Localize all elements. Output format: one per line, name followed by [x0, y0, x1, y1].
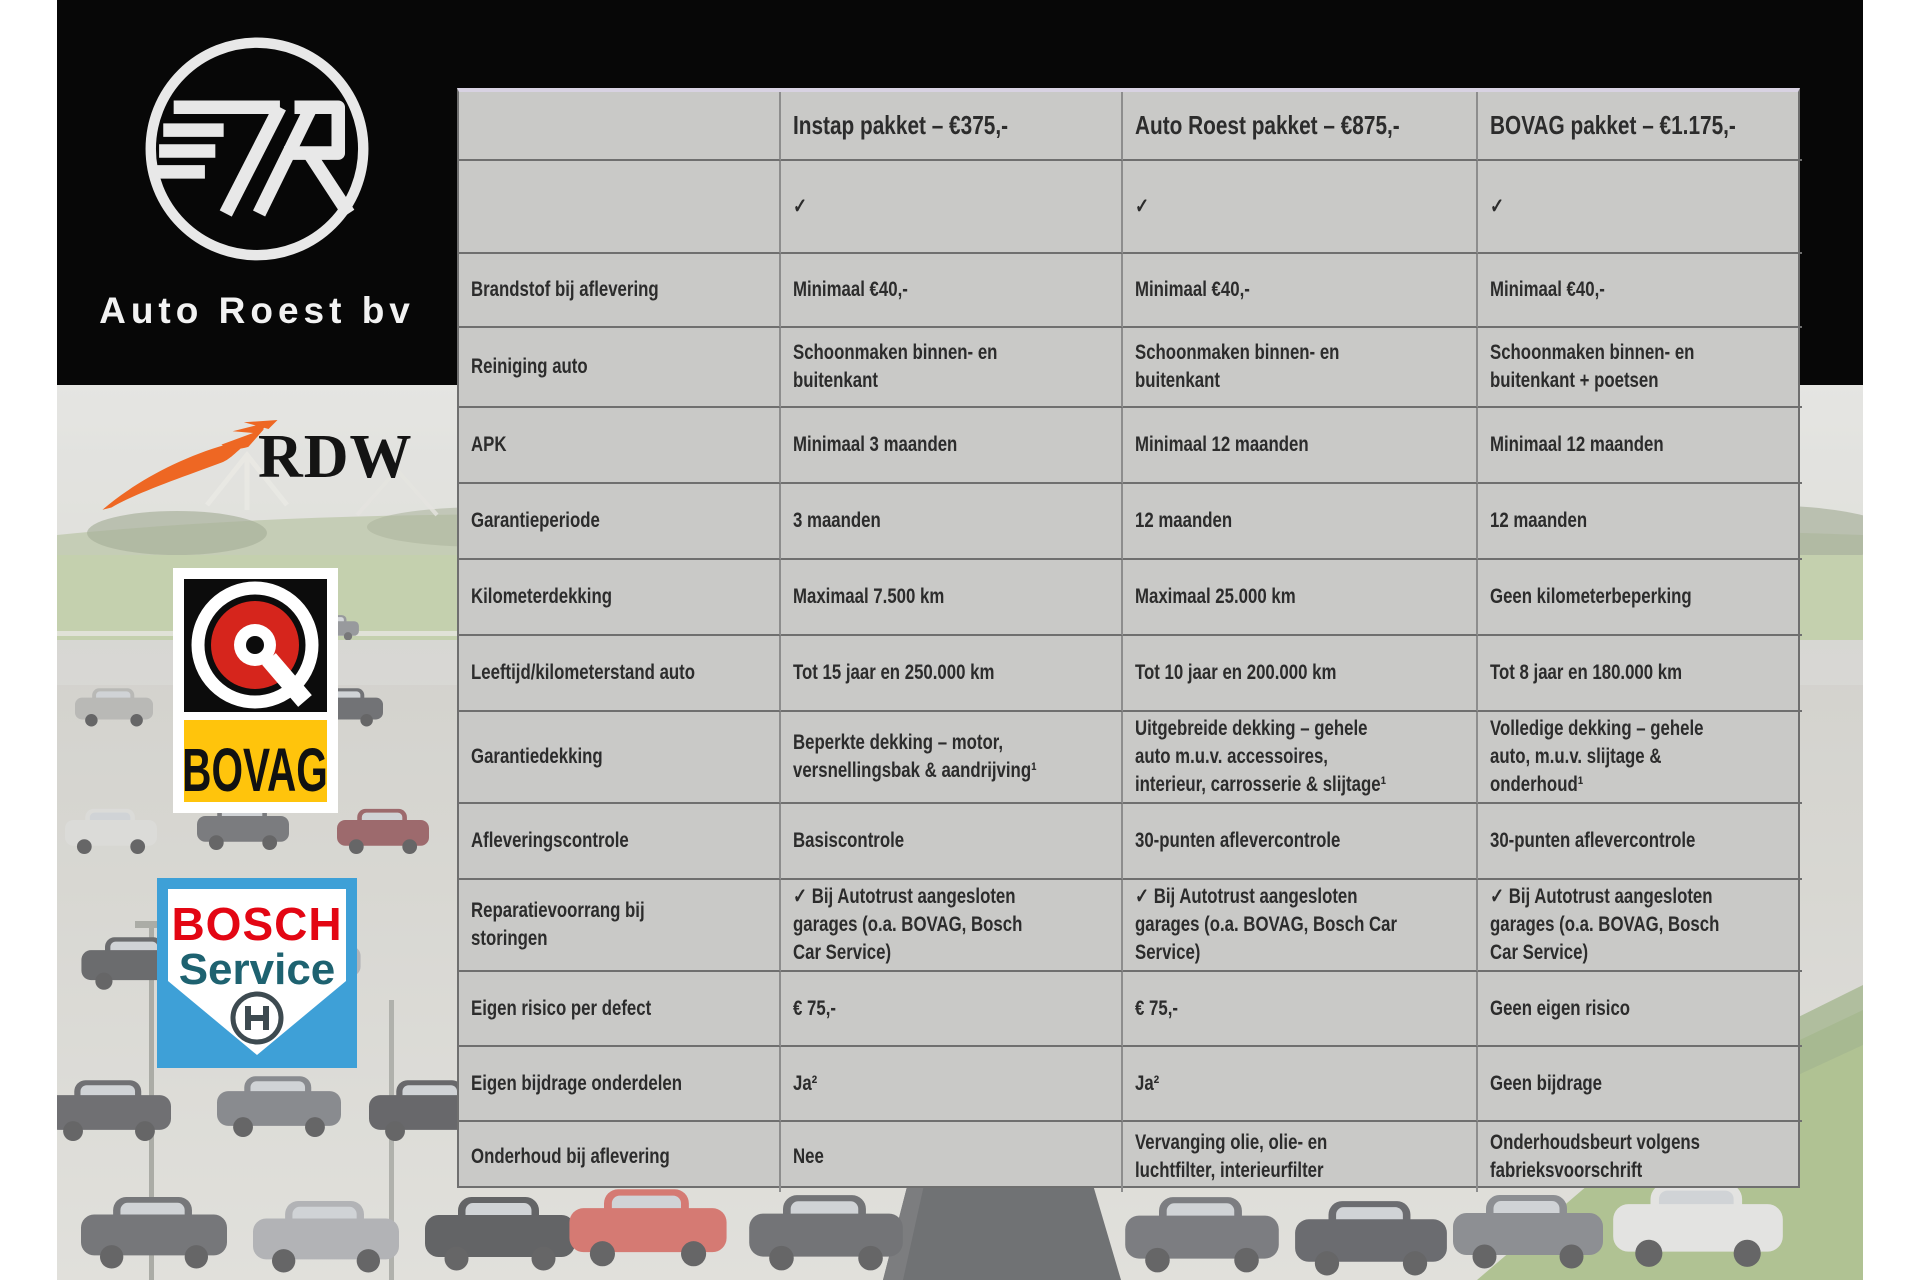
row-label: [459, 161, 781, 254]
rdw-swoosh-icon: [100, 420, 280, 512]
package-cell: Tot 8 jaar en 180.000 km: [1478, 636, 1802, 712]
package-cell: ✓: [1123, 161, 1478, 254]
package-cell: Minimaal €40,-: [1478, 254, 1802, 328]
package-cell: Minimaal 3 maanden: [781, 408, 1123, 484]
row-label: Afleveringscontrole: [459, 804, 781, 880]
package-cell: Vervanging olie, olie- en luchtfilter, interieurfilter: [1123, 1122, 1478, 1192]
package-cell: Schoonmaken binnen- en buitenkant + poetsen: [1478, 328, 1802, 408]
package-cell: Minimaal 12 maanden: [1123, 408, 1478, 484]
package-column-header: Instap pakket – €375,-: [781, 92, 1123, 161]
row-label: Onderhoud bij aflevering: [459, 1122, 781, 1192]
row-label: Reiniging auto: [459, 328, 781, 408]
package-column-header: BOVAG pakket – €1.175,-: [1478, 92, 1802, 161]
package-cell: Schoonmaken binnen- en buitenkant: [781, 328, 1123, 408]
row-label: Brandstof bij aflevering: [459, 254, 781, 328]
auto-roest-logo: [57, 0, 457, 385]
row-label: Leeftijd/kilometerstand auto: [459, 636, 781, 712]
package-cell: € 75,-: [781, 972, 1123, 1047]
package-cell: Minimaal 12 maanden: [1478, 408, 1802, 484]
package-cell: Ja²: [781, 1047, 1123, 1122]
row-label: Eigen bijdrage onderdelen: [459, 1047, 781, 1122]
bosch-label-line2: Service: [178, 945, 336, 994]
package-cell: Minimaal €40,-: [781, 254, 1123, 328]
package-cell: Ja²: [1123, 1047, 1478, 1122]
rdw-label: RDW: [258, 423, 413, 491]
package-cell: € 75,-: [1123, 972, 1478, 1047]
row-label: Reparatievoorrang bij storingen: [459, 880, 781, 972]
package-table: [457, 88, 1800, 1188]
row-label: Kilometerdekking: [459, 560, 781, 636]
package-cell: 12 maanden: [1123, 484, 1478, 560]
row-label: Garantiedekking: [459, 712, 781, 804]
package-cell: ✓ Bij Autotrust aangesloten garages (o.a. BOVAG, Bosch Car Service): [781, 880, 1123, 972]
bovag-emblem-icon: [173, 568, 338, 813]
package-cell: 30-punten aflevercontrole: [1478, 804, 1802, 880]
row-label: Garantieperiode: [459, 484, 781, 560]
package-cell: Maximaal 25.000 km: [1123, 560, 1478, 636]
row-label: Eigen risico per defect: [459, 972, 781, 1047]
package-column-header: Auto Roest pakket – €875,-: [1123, 92, 1478, 161]
package-cell: ✓: [781, 161, 1123, 254]
package-cell: ✓ Bij Autotrust aangesloten garages (o.a. BOVAG, Bosch Car Service): [1478, 880, 1802, 972]
package-cell: Volledige dekking – gehele auto, m.u.v. slijtage & onderhoud¹: [1478, 712, 1802, 804]
bovag-label: BOVAG: [182, 736, 328, 806]
package-cell: ✓: [1478, 161, 1802, 254]
bosch-emblem-icon: [157, 878, 357, 1068]
package-cell: Geen kilometerbeperking: [1478, 560, 1802, 636]
package-cell: Beperkte dekking – motor, versnellingsbak & aandrijving¹: [781, 712, 1123, 804]
package-cell: Tot 10 jaar en 200.000 km: [1123, 636, 1478, 712]
package-cell: 12 maanden: [1478, 484, 1802, 560]
package-cell: Onderhoudsbeurt volgens fabrieksvoorschrift: [1490, 1131, 1701, 1182]
package-cell: 30-punten aflevercontrole: [1123, 804, 1478, 880]
package-cell: Basiscontrole: [781, 804, 1123, 880]
package-cell: Uitgebreide dekking – gehele auto m.u.v. accessoires, interieur, carrosserie & slijtage¹: [1123, 712, 1478, 804]
row-label: APK: [459, 408, 781, 484]
package-cell: 3 maanden: [781, 484, 1123, 560]
package-cell: Nee: [781, 1122, 1123, 1192]
package-cell: Maximaal 7.500 km: [781, 560, 1123, 636]
bosch-logo: [157, 878, 357, 1068]
package-cell: Geen bijdrage: [1478, 1047, 1802, 1122]
package-cell: Geen eigen risico: [1478, 972, 1802, 1047]
row-label-header: [459, 92, 781, 161]
auto-roest-label: Auto Roest bv: [99, 290, 415, 331]
package-cell: ✓ Bij Autotrust aangesloten garages (o.a. BOVAG, Bosch Car Service): [1123, 880, 1478, 972]
bosch-label-line1: BOSCH: [171, 898, 343, 950]
bovag-logo: [173, 568, 338, 813]
auto-roest-emblem-icon: [132, 26, 382, 276]
package-cell: Minimaal €40,-: [1123, 254, 1478, 328]
package-cell: Schoonmaken binnen- en buitenkant: [1123, 328, 1478, 408]
package-cell: Tot 15 jaar en 250.000 km: [781, 636, 1123, 712]
rdw-logo: [100, 412, 420, 512]
